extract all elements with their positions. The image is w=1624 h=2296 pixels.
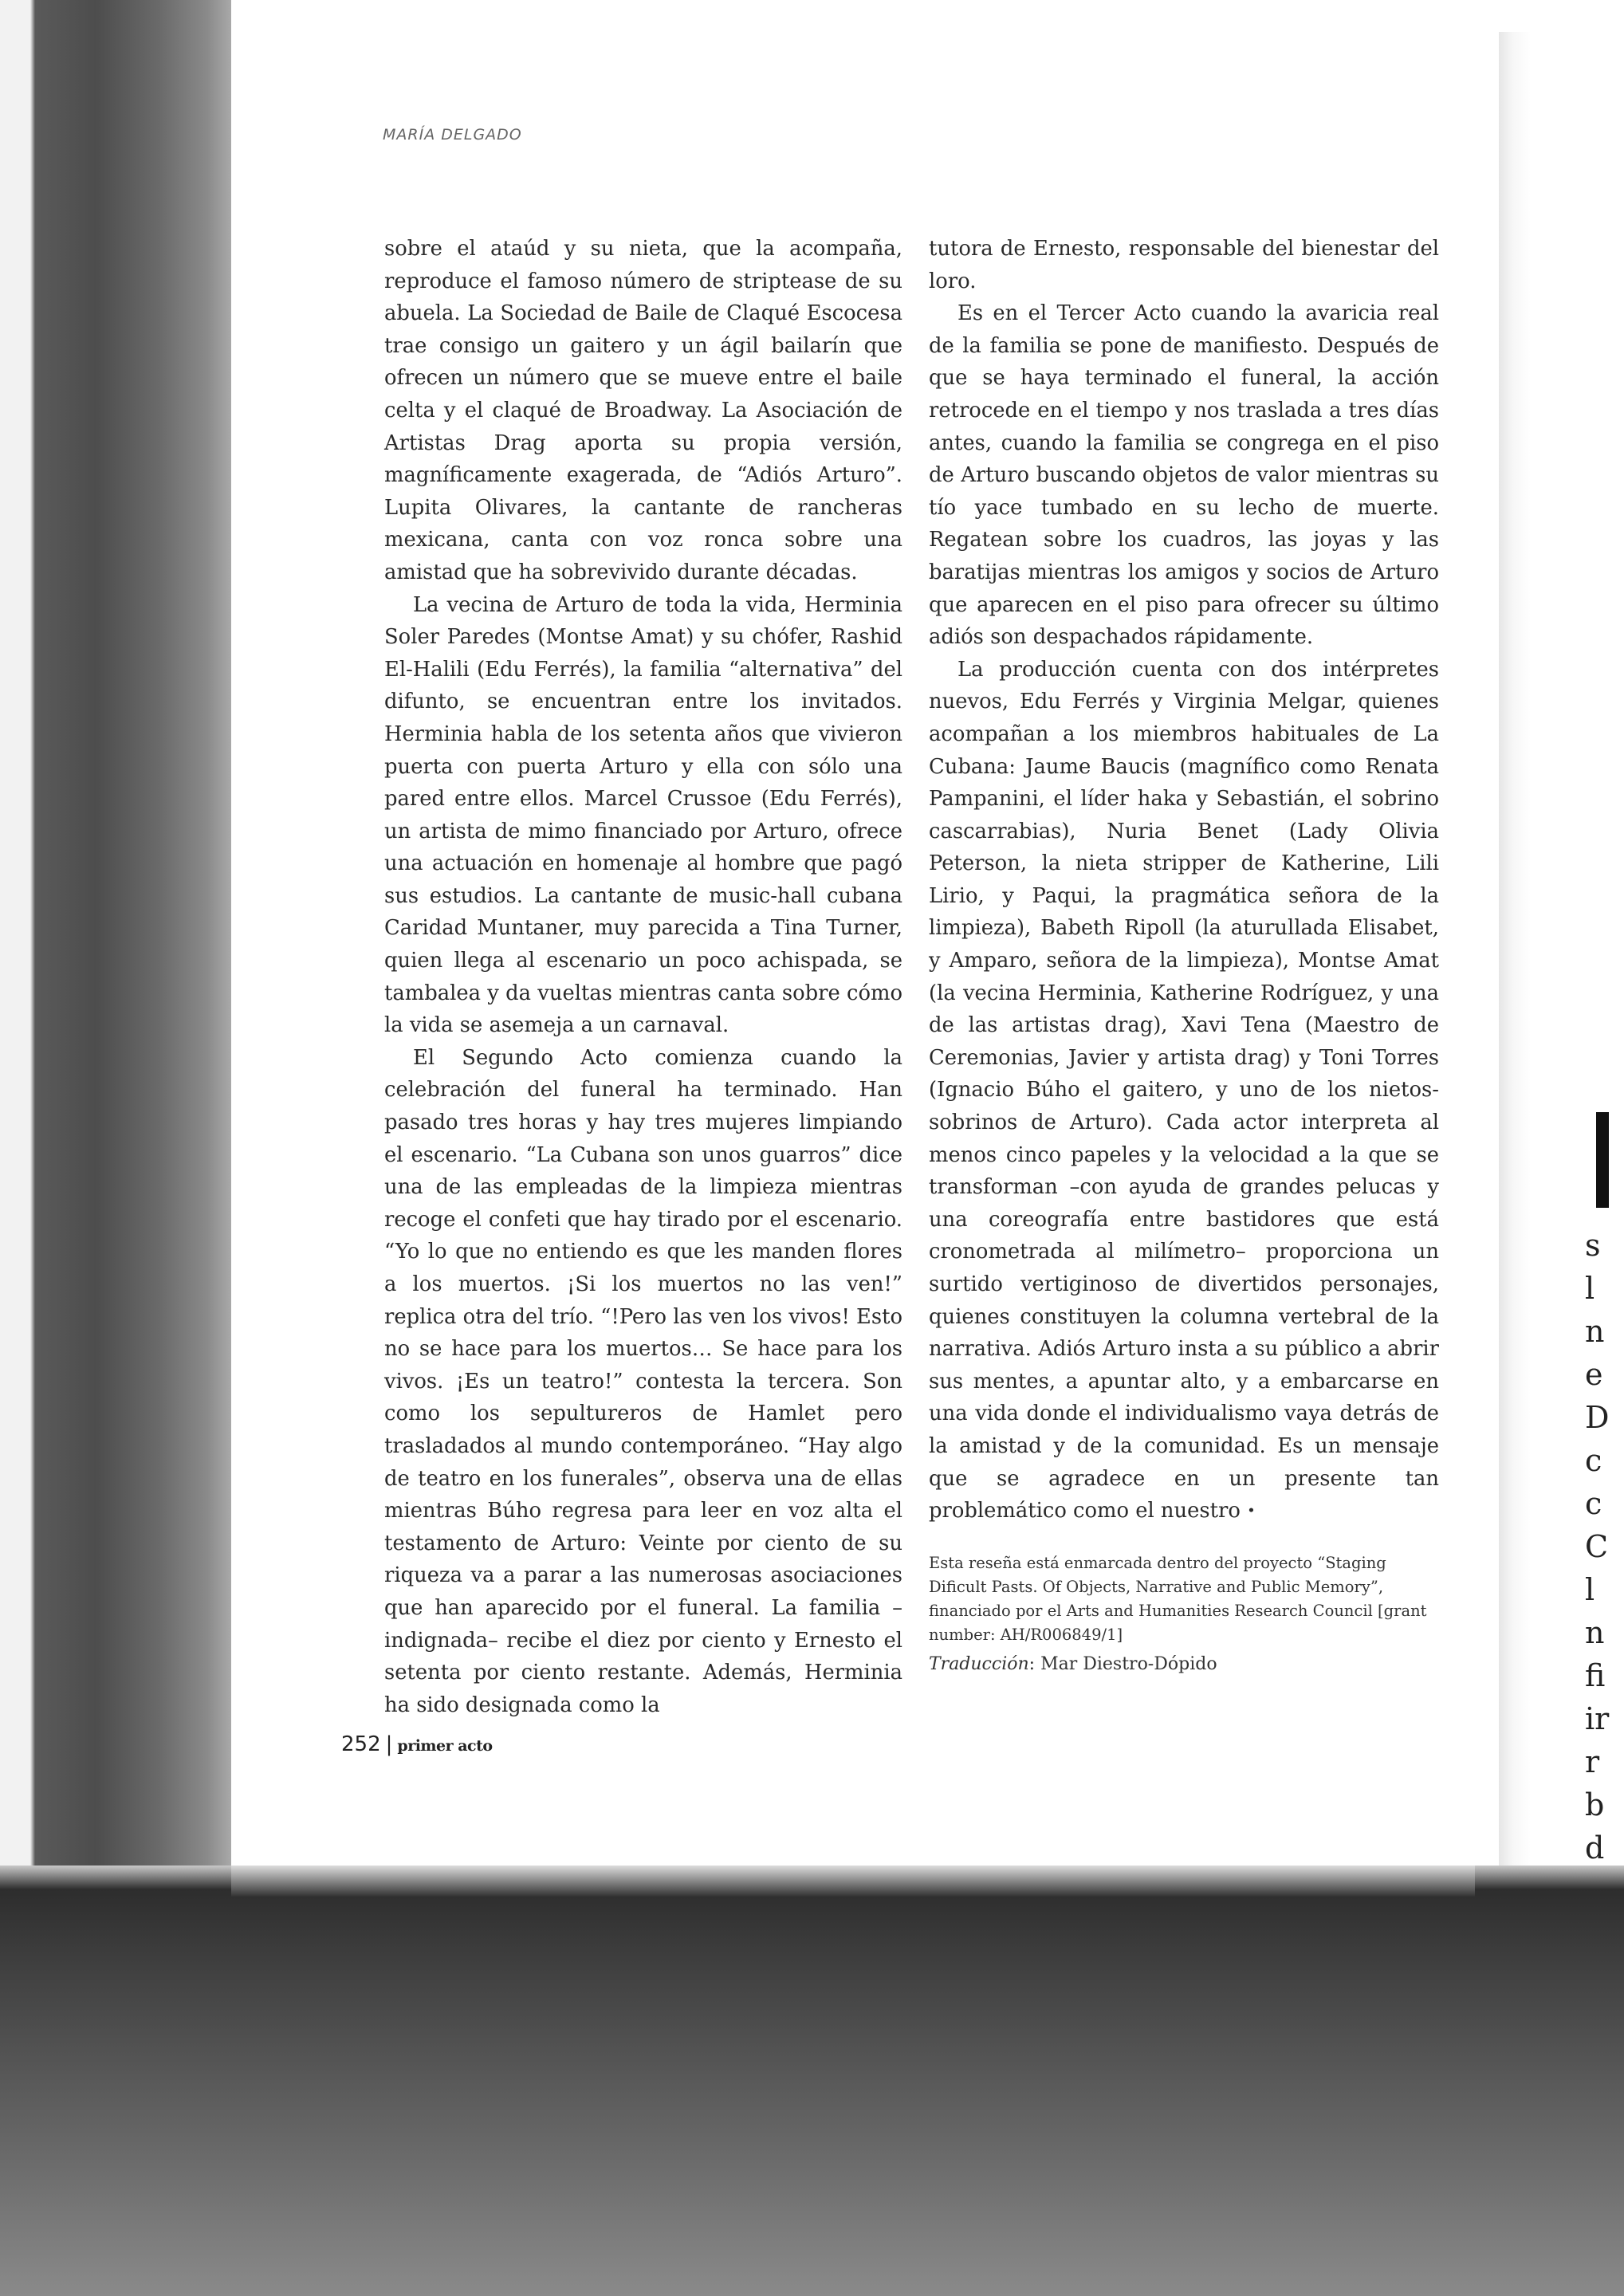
footnote: Esta reseña está enmarcada dentro del proyecto “Staging Dificult Pasts. Of Objects, Narrative and Public Memory”, financiado por el Arts and Humanities Research Council [grant number: AH/R006849/1]: [929, 1554, 1427, 1645]
translation-label: Traducción: [929, 1654, 1029, 1675]
facing-page-letter: d: [1585, 1830, 1605, 1866]
facing-page-letter: r: [1585, 1744, 1600, 1779]
page-number: 252: [341, 1732, 381, 1756]
facing-page-letter: n: [1585, 1314, 1605, 1349]
translation-credit: [929, 1652, 1439, 1677]
magazine-name: primer acto: [397, 1737, 493, 1755]
facing-page-letter: n: [1585, 1615, 1605, 1650]
paragraph: La producción cuenta con dos intérpretes nuevos, Edu Ferrés y Virginia Melgar, quienes acompañan a los miembros habituales de La Cubana: Jaume Baucis (magnífico como Renata Pampanini, el líder haka y Sebastián, el sobrino cascarrabias), Nuria Benet (Lady Olivia Peterson, la nieta stripper de Katherine, Lili Lirio, y Paqui, la pragmática señora de la limpieza), Babeth Ripoll (la aturullada Elisabet, y Amparo, señora de la limpieza), Montse Amat (la vecina Herminia, Katherine Rodríguez, y una de las artistas drag), Xavi Tena (Maestro de Ceremonias, Javier y artista drag) y Toni Torres (Ignacio Búho el gaitero, y uno de los nietos-sobrinos de Arturo). Cada actor interpreta al menos cinco papeles y la velocidad a la que se transforman –con ayuda de grandes pelucas y una coreografía entre bastidores que está cronometrada al milímetro– proporciona un surtido vertiginoso de divertidos personajes, quienes constituyen la columna vertebral de la narrativa. Adiós Arturo insta a su público a abrir sus mentes, a apuntar alto, y a embarcarse en una vida donde el individualismo vaya detrás de la amistad y de la comunidad. Es un mensaje que se agradece en un presente tan problemático como el nuestro •: [929, 657, 1439, 1523]
paragraph: El Segundo Acto comienza cuando la celebración del funeral ha terminado. Han pasado tres horas y hay tres mujeres limpiando el escenario. “La Cubana son unos guarros” dice una de las empleadas de la limpieza mientras recoge el confeti que hay tirado por el escenario. “Yo lo que no entiendo es que les manden flores a los muertos. ¡Si los muertos no las ven!” replica otra del trío. “!Pero las ven los vivos! Esto no se hace para los muertos… Se hace para los vivos. ¡Es un teatro!” contesta la tercera. Son como los sepultureros de Hamlet pero trasladados al mundo contemporáneo. “Hay algo de teatro en los funerales”, observa una de ellas mientras Búho regresa para leer en voz alta el testamento de Arturo: Veinte por ciento de su riqueza va a parar a las numerosas asociaciones que han aparecido por el funeral. La familia –indignada– recibe el diez por ciento y Ernesto el setenta por ciento restante. Además, Herminia ha sido designada como la: [384, 1045, 902, 1717]
page-bottom-edge: [231, 1866, 1475, 1897]
facing-page-letter: e: [1585, 1357, 1603, 1392]
translator-name: Mar Diestro-Dópido: [1035, 1654, 1217, 1675]
end-mark: •: [1247, 1502, 1256, 1520]
facing-page-letter: C: [1585, 1529, 1609, 1564]
facing-page-letter: c: [1585, 1486, 1602, 1521]
folio: [341, 1732, 493, 1756]
facing-page-fragments: [1585, 1224, 1624, 1913]
paragraph: Es en el Tercer Acto cuando la avaricia real de la familia se pone de manifiesto. Después de que se haya terminado el funeral, la acción retrocede en el tiempo y nos traslada a tres días antes, cuando la familia se congrega en el piso de Arturo buscando objetos de valor mientras su tío yace tumbado en su lecho de muerte. Regatean sobre los cuadros, las joyas y las baratijas mientras los amigos y socios de Arturo que aparecen en el piso para ofrecer su último adiós son despachados rápidamente.: [929, 301, 1439, 650]
facing-page-letter: l: [1585, 1271, 1595, 1306]
paragraph: La vecina de Arturo de toda la vida, Herminia Soler Paredes (Montse Amat) y su chófer, Rashid El-Halili (Edu Ferrés), la familia “alternativa” del difunto, se encuentran entre los invitados. Herminia habla de los setenta años que vivieron puerta con puerta Arturo y ella con sólo una pared entre ellos. Marcel Crussoe (Edu Ferrés), un artista de mimo financiado por Arturo, ofrece una actuación en homenaje al hombre que pagó sus estudios. La cantante de music-hall cubana Caridad Muntaner, muy parecida a Tina Turner, quien llega al escenario un poco achispada, se tambalea y da vueltas mientras canta sobre cómo la vida se asemeja a un carnaval.: [384, 592, 902, 1038]
facing-page-letter: l: [1585, 1572, 1595, 1607]
right-column: [929, 233, 1439, 1677]
left-column: [384, 233, 902, 1721]
facing-page-letter: D: [1585, 1400, 1610, 1435]
facing-page-letter: c: [1585, 1443, 1602, 1478]
facing-page-letter: s: [1585, 1228, 1601, 1263]
translation-separator: :: [1028, 1654, 1036, 1675]
paragraph: sobre el ataúd y su nieta, que la acompaña, reproduce el famoso número de striptease de su abuela. La Sociedad de Baile de Claqué Escocesa trae consigo un gaitero y un ágil bailarín que ofrecen un número que se mueve entre el baile celta y el claqué de Broadway. La Asociación de Artistas Drag aporta su propia versión, magníficamente exagerada, de “Adiós Arturo”. Lupita Olivares, la cantante de rancheras mexicana, canta con voz ronca sobre una amistad que ha sobrevivido durante décadas.: [384, 237, 902, 584]
paragraph: tutora de Ernesto, responsable del bienestar del loro.: [929, 237, 1439, 293]
facing-page-letter: ir: [1585, 1701, 1610, 1736]
scan-shadow-bottom: [0, 1866, 1624, 2296]
facing-page-bar: [1596, 1112, 1609, 1208]
facing-page-letter: b: [1585, 1787, 1605, 1822]
running-head: MARÍA DELGADO: [383, 126, 522, 144]
folio-separator: |: [385, 1732, 393, 1756]
facing-page-letter: fi: [1585, 1658, 1606, 1693]
